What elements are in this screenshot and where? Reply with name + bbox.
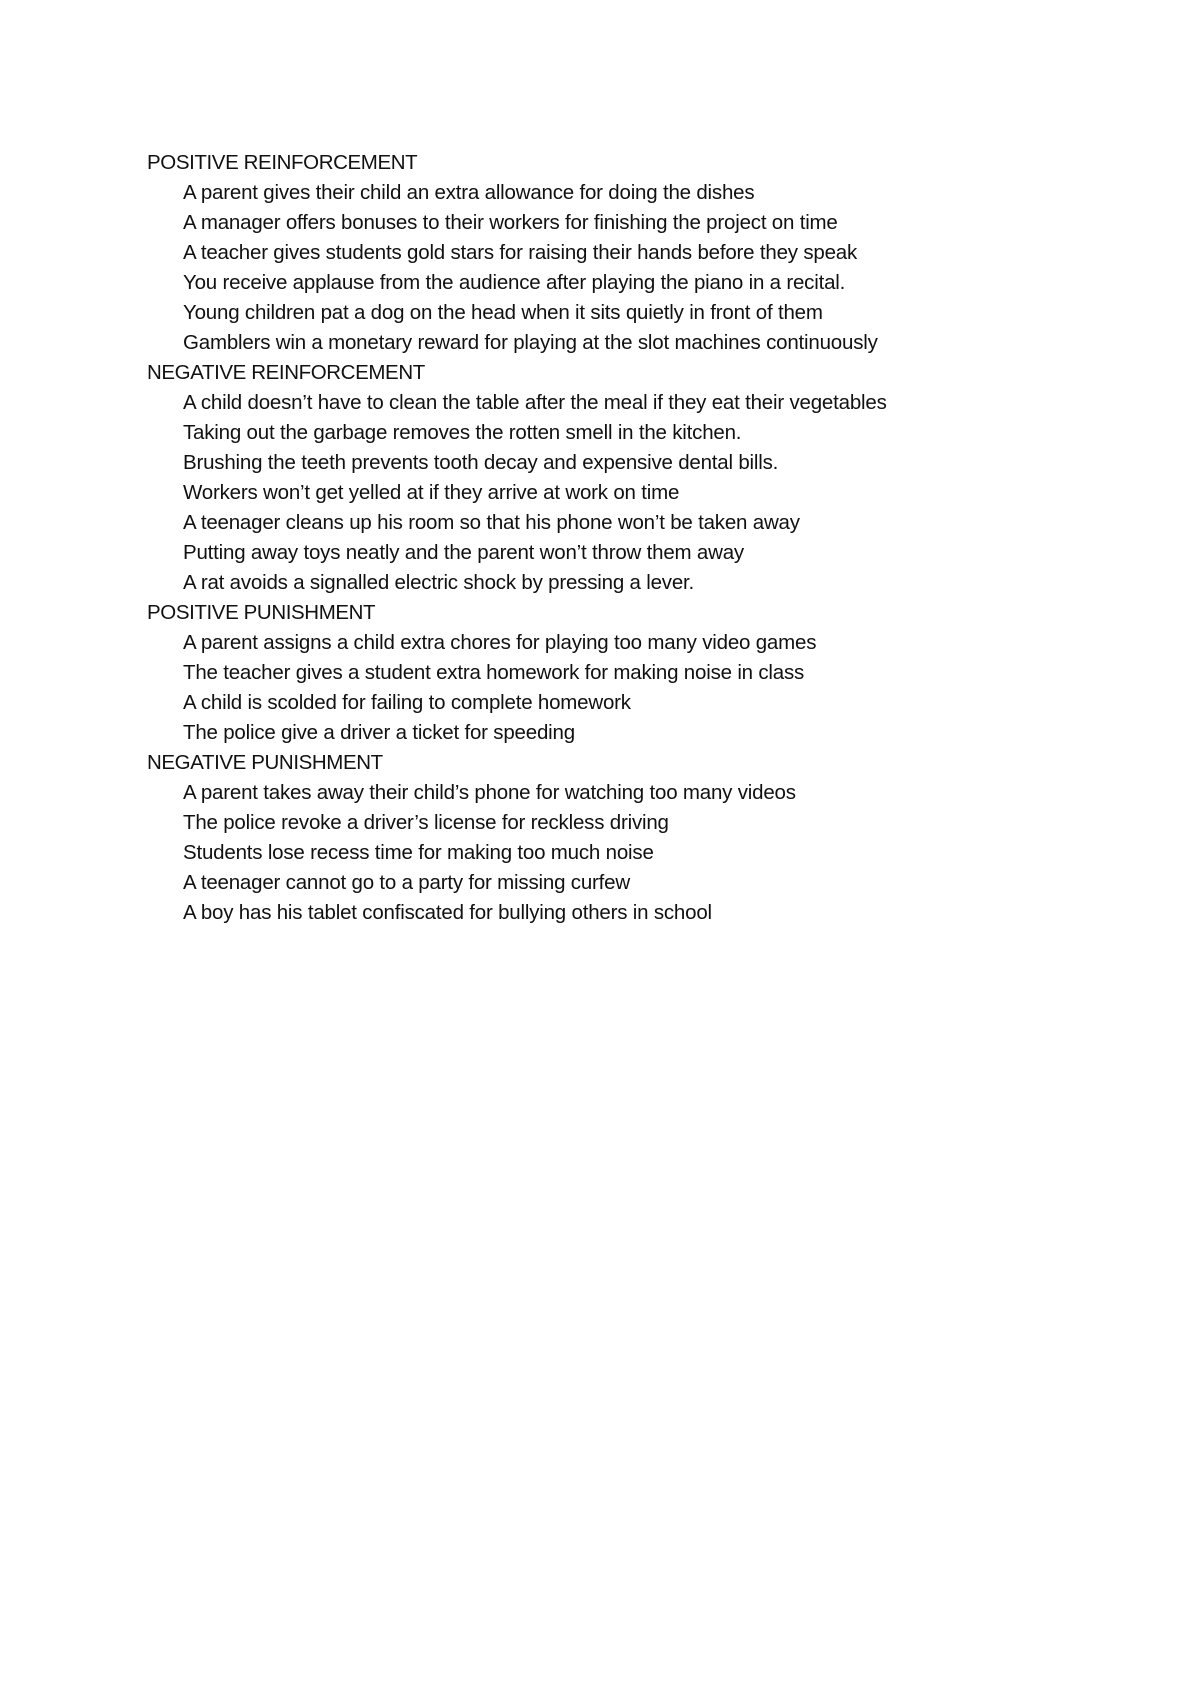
list-item: A parent assigns a child extra chores for playing too many video games <box>183 631 817 654</box>
list-item: Young children pat a dog on the head when it sits quietly in front of them <box>183 301 823 324</box>
list-item: Brushing the teeth prevents tooth decay and expensive dental bills. <box>183 451 779 474</box>
list-item: Putting away toys neatly and the parent won’t throw them away <box>183 541 744 564</box>
list-item: A child doesn’t have to clean the table after the meal if they eat their vegetables <box>183 391 887 414</box>
list-item: A rat avoids a signalled electric shock by pressing a lever. <box>183 571 695 594</box>
section-heading: NEGATIVE PUNISHMENT <box>147 751 383 774</box>
list-item: A boy has his tablet confiscated for bullying others in school <box>183 901 712 924</box>
list-item: The teacher gives a student extra homework for making noise in class <box>183 661 805 684</box>
document-body <box>147 148 1147 928</box>
list-item: Workers won’t get yelled at if they arrive at work on time <box>183 481 680 504</box>
list-item: Taking out the garbage removes the rotten smell in the kitchen. <box>183 421 742 444</box>
section-heading: POSITIVE PUNISHMENT <box>147 601 376 624</box>
list-item: A parent gives their child an extra allowance for doing the dishes <box>183 181 755 204</box>
section-positive-reinforcement <box>147 148 1147 358</box>
section-heading: NEGATIVE REINFORCEMENT <box>147 361 425 384</box>
section-heading: POSITIVE REINFORCEMENT <box>147 151 418 174</box>
list-item: The police revoke a driver’s license for reckless driving <box>183 811 669 834</box>
list-item: A parent takes away their child’s phone for watching too many videos <box>183 781 796 804</box>
section-negative-reinforcement <box>147 358 1147 598</box>
section-negative-punishment <box>147 748 1147 928</box>
list-item: A manager offers bonuses to their workers for finishing the project on time <box>183 211 838 234</box>
section-positive-punishment <box>147 598 1147 748</box>
list-item: A teacher gives students gold stars for raising their hands before they speak <box>183 241 858 264</box>
list-item: Gamblers win a monetary reward for playing at the slot machines continuously <box>183 331 878 354</box>
list-item: Students lose recess time for making too much noise <box>183 841 654 864</box>
list-item: A teenager cleans up his room so that his phone won’t be taken away <box>183 511 800 534</box>
list-item: A teenager cannot go to a party for missing curfew <box>183 871 630 894</box>
list-item: You receive applause from the audience after playing the piano in a recital. <box>183 271 846 294</box>
list-item: A child is scolded for failing to complete homework <box>183 691 631 714</box>
list-item: The police give a driver a ticket for speeding <box>183 721 575 744</box>
